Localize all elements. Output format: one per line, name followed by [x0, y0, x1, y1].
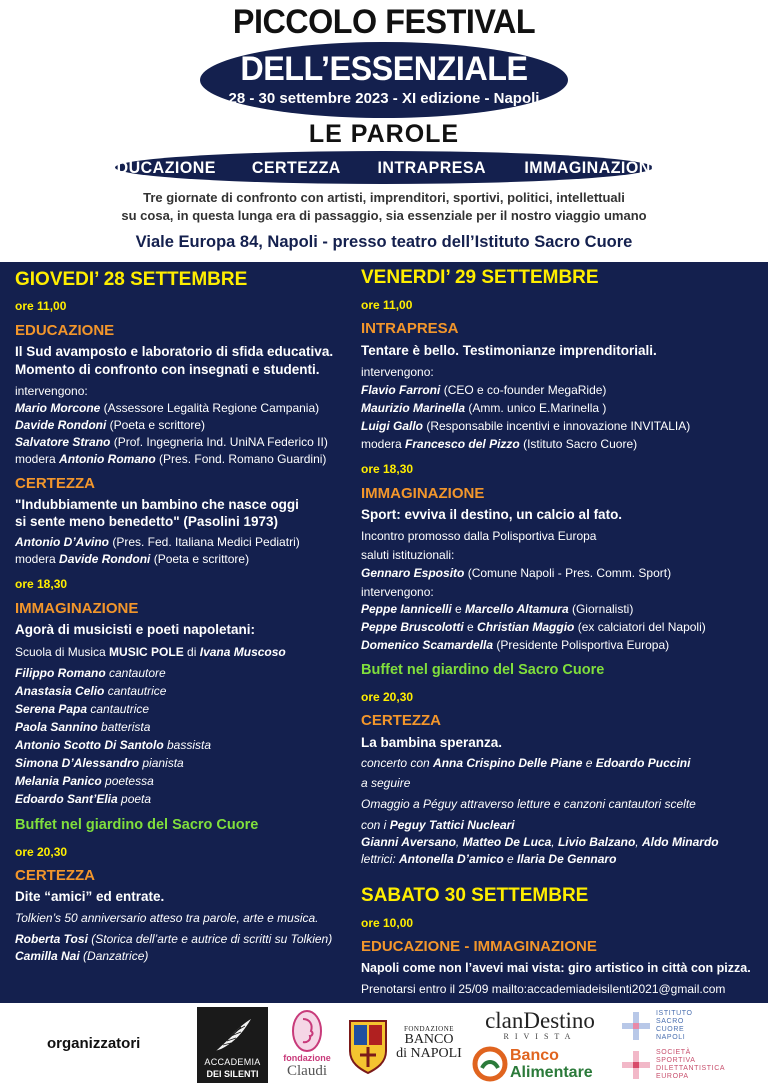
logo-text: di NAPOLI	[396, 1046, 462, 1061]
session-description: Incontro promosso dalla Polisportiva Europa	[361, 529, 597, 543]
logo-text: EUROPA	[656, 1073, 689, 1080]
time-label: ore 20,30	[15, 845, 68, 859]
logo-text: Claudi	[287, 1063, 327, 1079]
theme-educazione: EDUCAZIONE	[105, 157, 216, 177]
venue-address: Viale Europa 84, Napoli - presso teatro dell’Istituto Sacro Cuore	[135, 233, 633, 251]
speaker-line: Mario Morcone (Assessore Legalità Regione Campania)	[15, 401, 320, 415]
speaker-line: Salvatore Strano (Prof. Ingegneria Ind. UniNA Federico II)	[15, 435, 328, 449]
moderator-line: modera Davide Rondoni (Poeta e scrittore)	[15, 552, 250, 566]
day-heading: VENERDI’ 29 SETTEMBRE	[361, 267, 599, 288]
logo-text: Banco	[510, 1047, 559, 1064]
logo-text: CUORE	[656, 1026, 685, 1033]
time-label: ore 11,00	[361, 298, 413, 312]
clandestino-logo	[470, 1009, 610, 1043]
organizers-footer	[0, 1003, 768, 1086]
logo-text: DEI SILENTI	[206, 1069, 259, 1079]
themes-band	[105, 151, 662, 184]
logo-text: fondazione	[283, 1053, 331, 1063]
session-title: Il Sud avamposto e laboratorio di sfida educativa.	[15, 344, 334, 359]
artist-line: Paola Sannino batterista	[15, 720, 151, 734]
speakers-label: intervengono:	[15, 384, 88, 398]
logo-text: ISTITUTO	[656, 1010, 693, 1017]
speaker-line: Flavio Farroni (CEO e co-founder MegaRide)	[361, 383, 607, 397]
intro-line-1: Tre giornate di confronto con artisti, imprenditori, sportivi, politici, intellettuali	[143, 190, 625, 205]
buffet-note: Buffet nel giardino del Sacro Cuore	[361, 662, 605, 678]
title-line-2: DELL’ESSENZIALE	[240, 50, 528, 88]
cross-emblem-icon	[620, 1010, 652, 1042]
school-line: Scuola di Musica MUSIC POLE di Ivana Muscoso	[15, 645, 286, 659]
time-label: ore 11,00	[15, 299, 67, 313]
theme-intrapresa: INTRAPRESA	[377, 157, 487, 177]
concert-line: concerto con Anna Crispino Delle Piane e Edoardo Puccini	[361, 756, 691, 770]
logo-text: Alimentare	[510, 1064, 593, 1081]
theme-heading: EDUCAZIONE	[15, 322, 115, 339]
banco-alimentare-logo	[470, 1045, 610, 1083]
session-description: Tolkien’s 50 anniversario atteso tra parole, arte e musica.	[15, 911, 319, 925]
program-panel	[0, 262, 768, 1003]
theme-heading: INTRAPRESA	[361, 320, 459, 337]
logo-text: SOCIETÀ	[656, 1049, 691, 1056]
coat-of-arms-icon	[346, 1017, 390, 1075]
speaker-line: Peppe Bruscolotti e Christian Maggio (ex calciatori del Napoli)	[361, 620, 706, 634]
day-heading: SABATO 30 SETTEMBRE	[361, 885, 589, 906]
logo-text: RIVISTA	[503, 1032, 577, 1041]
tribute-line: Omaggio a Péguy attraverso letture e canzoni cantautori scelte	[361, 797, 696, 811]
logo-text: DILETTANTISTICA	[656, 1065, 726, 1072]
cross-emblem-icon	[620, 1049, 652, 1081]
session-title: Agorà di musicisti e poeti napoletani:	[15, 622, 256, 637]
theme-heading: IMMAGINAZIONE	[15, 600, 139, 617]
session-title: Dite “amici” ed entrate.	[15, 889, 165, 904]
speakers-label: intervengono:	[361, 365, 434, 379]
greetings-label: saluti istituzionali:	[361, 548, 455, 562]
theme-heading: CERTEZZA	[15, 867, 95, 884]
artist-line: Antonio Scotto Di Santolo bassista	[15, 738, 212, 752]
moderator-line: modera Antonio Romano (Pres. Fond. Romano Guardini)	[15, 452, 327, 466]
day-heading: GIOVEDI’ 28 SETTEMBRE	[15, 269, 248, 290]
festival-header	[0, 0, 768, 262]
session-title: La bambina speranza.	[361, 735, 503, 750]
time-label: ore 18,30	[15, 577, 68, 591]
logo-text: NAPOLI	[656, 1034, 686, 1041]
speaker-line: Domenico Scamardella (Presidente Polisportiva Europa)	[361, 638, 670, 652]
moderator-line: modera Francesco del Pizzo (Istituto Sacro Cuore)	[361, 437, 638, 451]
accademia-dei-silenti-logo	[197, 1007, 268, 1083]
session-title: si sente meno benedetto" (Pasolini 1973)	[15, 514, 278, 529]
session-title: "Indubbiamente un bambino che nasce oggi	[15, 497, 299, 512]
artist-line: Simona D’Alessandro pianista	[15, 756, 184, 770]
booking-line: Prenotarsi entro il 25/09 mailto:accademiadeisilenti2021@gmail.com	[361, 982, 726, 996]
artist-line: Serena Papa cantautrice	[15, 702, 150, 716]
intro-line-2: su cosa, in questa lunga era di passaggio, sia essenziale per il nostro viaggio umano	[121, 208, 647, 223]
session-title: Momento di confronto con insegnati e studenti.	[15, 362, 320, 377]
theme-heading: EDUCAZIONE - IMMAGINAZIONE	[361, 938, 597, 955]
speaker-line: Camilla Nai (Danzatrice)	[15, 949, 149, 963]
buffet-note: Buffet nel giardino del Sacro Cuore	[15, 817, 259, 833]
logo-text: SACRO	[656, 1018, 684, 1025]
logo-text: BANCO	[404, 1032, 454, 1047]
band-line: con i Peguy Tattici Nucleari	[361, 818, 515, 832]
logo-text: FONDAZIONE	[403, 1025, 455, 1033]
profile-emblem-icon	[276, 1009, 338, 1053]
band-members-line: Gianni Aversano, Matteo De Luca, Livio Balzano, Aldo Minardo	[361, 835, 719, 849]
time-label: ore 20,30	[361, 690, 414, 704]
time-label: ore 18,30	[361, 462, 414, 476]
theme-heading: CERTEZZA	[15, 475, 95, 492]
artist-line: Melania Panico poetessa	[15, 774, 154, 788]
speakers-label: intervengono:	[361, 585, 434, 599]
polisportiva-europa-logo	[618, 1047, 758, 1083]
speaker-line: Roberta Tosi (Storica dell’arte e autrice di scritti su Tolkien)	[15, 932, 333, 946]
artist-line: Anastasia Celio cantautrice	[15, 684, 167, 698]
session-title: Napoli come non l’avevi mai vista: giro artistico in città con pizza.	[361, 961, 751, 975]
festival-subtitle: LE PAROLE	[308, 120, 460, 148]
session-title: Tentare è bello. Testimonianze imprenditoriali.	[361, 343, 657, 358]
logo-text: SPORTIVA	[656, 1057, 696, 1064]
artist-line: Filippo Romano cantautore	[15, 666, 166, 680]
speaker-line: Gennaro Esposito (Comune Napoli - Pres. Comm. Sport)	[361, 566, 672, 580]
time-label: ore 10,00	[361, 916, 414, 930]
followed-by-label: a seguire	[361, 776, 411, 790]
istituto-sacro-cuore-logo	[618, 1009, 758, 1043]
session-title: Sport: evviva il destino, un calcio al fato.	[361, 507, 623, 522]
theme-heading: CERTEZZA	[361, 712, 441, 729]
fondazione-banco-di-napoli-logo	[396, 1025, 462, 1077]
speaker-line: Luigi Gallo (Responsabile incentivi e innovazione INVITALIA)	[361, 419, 691, 433]
speaker-line: Peppe Iannicelli e Marcello Altamura (Giornalisti)	[361, 602, 634, 616]
title-line-1: PICCOLO FESTIVAL	[232, 3, 536, 41]
speaker-line: Maurizio Marinella (Amm. unico E.Marinella )	[361, 401, 607, 415]
feather-icon	[211, 1015, 255, 1055]
artist-line: Edoardo Sant’Elia poeta	[15, 792, 152, 806]
theme-immaginazione: IMMAGINAZIONE	[524, 157, 662, 177]
speaker-line: Antonio D’Avino (Pres. Fed. Italiana Medici Pediatri)	[15, 535, 300, 549]
logo-text: ACCADEMIA	[204, 1057, 261, 1067]
organizers-label: organizzatori	[47, 1035, 141, 1052]
theme-certezza: CERTEZZA	[252, 157, 342, 177]
food-bank-emblem-icon	[472, 1046, 508, 1082]
logo-text: clanDestino	[485, 1008, 595, 1033]
festival-dates: 28 - 30 settembre 2023 - XI edizione - Napoli	[228, 90, 540, 107]
fondazione-claudi-logo	[276, 1009, 338, 1083]
speaker-line: Davide Rondoni (Poeta e scrittore)	[15, 418, 206, 432]
readers-line: lettrici: Antonella D’amico e Ilaria De Gennaro	[361, 852, 617, 866]
theme-heading: IMMAGINAZIONE	[361, 485, 485, 502]
